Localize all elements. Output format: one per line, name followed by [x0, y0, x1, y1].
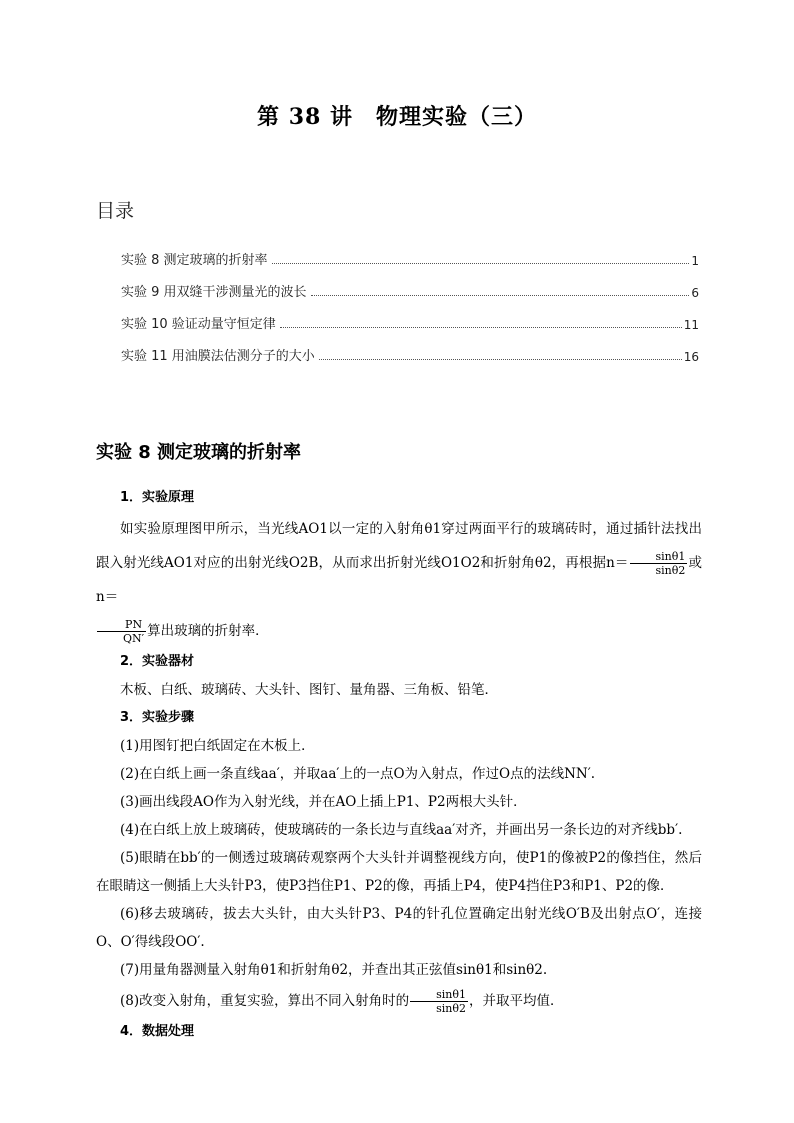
toc-page-number: 6 — [691, 286, 699, 300]
step-8-text-b: ，并取平均值． — [469, 993, 564, 1009]
n-equals: n＝ — [606, 555, 629, 571]
toc-page-number: 16 — [683, 350, 699, 364]
fraction-denominator: QN′ — [123, 632, 145, 645]
step-7: (7)用量角器测量入射角θ1和折射角θ2，并查出其正弦值sinθ1和sinθ2. — [120, 962, 548, 978]
toc-leader — [311, 295, 690, 296]
fraction-numerator: PN — [97, 618, 146, 632]
step-5: (5)眼睛在bb′的一侧透过玻璃砖观察两个大头针并调整视线方向，使P1的像被P2的像挡住，然后在眼睛这一侧插上大头针P3，使P3挡住P1、P2的像，再插上P4，使P4挡住P3和P1、P2的像． — [96, 850, 702, 894]
fraction-numerator: sinθ1 — [410, 988, 468, 1002]
toc-item-label: 实验 9 用双缝干涉测量光的波长 — [121, 285, 307, 300]
fraction-denominator: sinθ2 — [655, 564, 686, 577]
toc-leader — [280, 327, 682, 328]
equipment-heading: 2．实验器材 — [120, 654, 195, 669]
toc-item-label: 实验 10 验证动量守恒定律 — [121, 317, 276, 332]
toc-item-label: 实验 11 用油膜法估测分子的大小 — [121, 349, 315, 364]
equipment-text: 木板、白纸、玻璃砖、大头针、图钉、量角器、三角板、铅笔． — [120, 682, 498, 698]
toc-item-2[interactable] — [121, 268, 699, 300]
principle-heading: 1．实验原理 — [120, 490, 195, 505]
data-processing-heading: 4．数据处理 — [120, 1024, 195, 1039]
sine-ratio-fraction — [410, 988, 468, 1015]
toc-leader — [272, 263, 690, 264]
step-2: (2)在白纸上画一条直线aa′，并取aa′上的一点O为入射点，作过O点的法线NN′. — [120, 766, 596, 782]
toc-page-number: 11 — [683, 318, 699, 332]
step-8 — [96, 984, 702, 1018]
step-4: (4)在白纸上放上玻璃砖，使玻璃砖的一条长边与直线aa′对齐，并画出另一条长边的对齐线bb′. — [120, 822, 683, 838]
section-heading: 实验 8 测定玻璃的折射率 — [96, 442, 302, 463]
principle-text-b: 算出玻璃的折射率． — [147, 623, 269, 639]
principle-paragraph — [96, 512, 702, 648]
or-n-equals: 或n＝ — [96, 555, 702, 605]
toc-page-number: 1 — [691, 254, 699, 268]
fraction-numerator: sinθ1 — [630, 550, 688, 564]
length-ratio-fraction — [97, 618, 146, 645]
step-3: (3)画出线段AO作为入射光线，并在AO上插上P1、P2两根大头针． — [120, 794, 527, 810]
page-title: 第 38 讲 物理实验（三） — [257, 104, 537, 130]
principle-text-a: 如实验原理图甲所示，当光线AO1以一定的入射角θ1穿过两面平行的玻璃砖时，通过插针法找出跟入射光线AO1对应的出射光线O2B，从而求出折射光线O1O2和折射角θ2，再根据 — [96, 521, 702, 571]
toc-heading: 目录 — [96, 200, 135, 222]
toc-leader — [319, 359, 682, 360]
toc-item-3[interactable] — [121, 300, 699, 332]
step-1: (1)用图钉把白纸固定在木板上． — [120, 738, 315, 754]
section-body — [96, 484, 702, 1046]
toc-item-4[interactable] — [121, 332, 699, 364]
step-6: (6)移去玻璃砖，拔去大头针，由大头针P3、P4的针孔位置确定出射光线O′B及出射点O′，连接O、O′得线段OO′. — [96, 906, 702, 950]
steps-heading: 3．实验步骤 — [120, 710, 195, 725]
sine-ratio-fraction — [630, 550, 688, 577]
table-of-contents — [121, 236, 699, 364]
step-8-text-a: (8)改变入射角，重复实验，算出不同入射角时的 — [120, 993, 410, 1009]
toc-item-label: 实验 8 测定玻璃的折射率 — [121, 253, 268, 268]
toc-item-1[interactable] — [121, 236, 699, 268]
fraction-denominator: sinθ2 — [436, 1002, 466, 1015]
